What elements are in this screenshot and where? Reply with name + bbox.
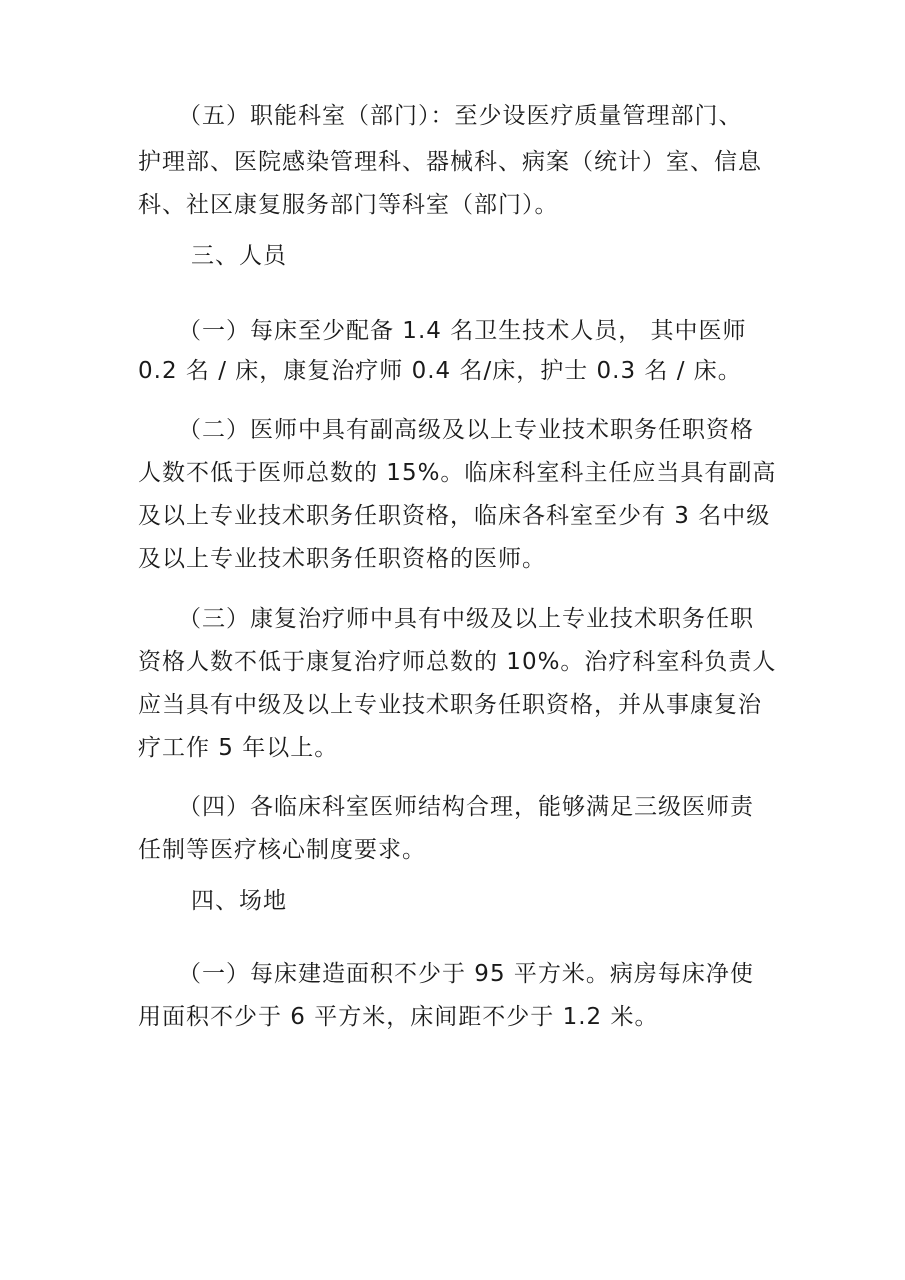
staff-item3-line-4: 疗工作 5 年以上。	[138, 735, 339, 761]
staff-item1-line-1: （一）每床至少配备 1.4 名卫生技术人员， 其中医师	[178, 318, 747, 344]
staff-item4-line-2: 任制等医疗核心制度要求。	[138, 837, 426, 863]
staff-item4-line-1: （四）各临床科室医师结构合理，能够满足三级医师责	[178, 794, 754, 820]
section5-line-1: （五）职能科室（部门）：至少设医疗质量管理部门、	[178, 103, 743, 129]
staff-item3-line-1: （三）康复治疗师中具有中级及以上专业技术职务任职	[178, 606, 754, 632]
staff-item2-line-4: 及以上专业技术职务任职资格的医师。	[138, 546, 546, 572]
staff-item3-line-2: 资格人数不低于康复治疗师总数的 10%。治疗科室科负责人	[138, 649, 777, 675]
staff-item2-line-2: 人数不低于医师总数的 15%。临床科室科主任应当具有副高	[138, 460, 777, 486]
staff-item1-line-2: 0.2 名 / 床，康复治疗师 0.4 名/床，护士 0.3 名 / 床。	[138, 358, 742, 384]
staff-item3-line-3: 应当具有中级及以上专业技术职务任职资格，并从事康复治	[138, 692, 762, 718]
staff-item2-line-1: （二）医师中具有副高级及以上专业技术职务任职资格	[178, 417, 754, 443]
heading-site: 四、场地	[191, 888, 287, 914]
section5-line-2: 护理部、医院感染管理科、器械科、病案（统计）室、信息	[138, 149, 762, 175]
site-item1-line-2: 用面积不少于 6 平方米，床间距不少于 1.2 米。	[138, 1004, 659, 1030]
site-item1-line-1: （一）每床建造面积不少于 95 平方米。病房每床净使	[178, 961, 754, 987]
heading-staff: 三、人员	[191, 243, 287, 269]
staff-item2-line-3: 及以上专业技术职务任职资格，临床各科室至少有 3 名中级	[138, 503, 771, 529]
section5-line-3: 科、社区康复服务部门等科室（部门）。	[138, 192, 559, 218]
